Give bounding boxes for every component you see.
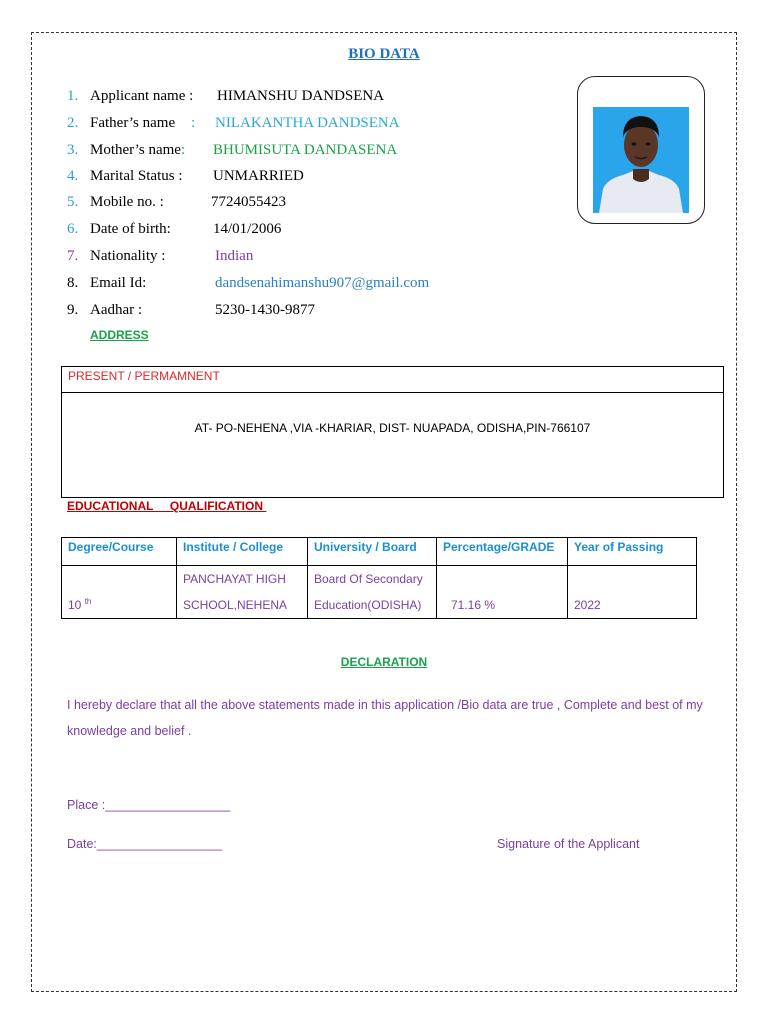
field-label: Aadhar : [90, 302, 143, 318]
date-line: Date:__________________ [67, 837, 223, 851]
field-aadhar [67, 300, 315, 320]
field-label: Nationality : [90, 248, 166, 264]
field-label: Applicant name : [90, 88, 194, 104]
education-heading: EDUCATIONAL QUALIFICATION [67, 499, 267, 513]
field-nationality [67, 246, 254, 266]
field-separator: : [180, 142, 186, 158]
field-label: Mother’s name [90, 142, 181, 158]
field-father-name [67, 113, 400, 133]
field-number: 4. [67, 168, 79, 184]
field-date-of-birth [67, 219, 282, 239]
field-number: 8. [67, 275, 79, 291]
degree-superscript: th [84, 597, 92, 606]
field-value: BHUMISUTA DANDASENA [213, 142, 398, 158]
field-marital-status [67, 166, 304, 186]
field-number: 6. [67, 221, 79, 237]
column-header: Percentage/GRADE [437, 538, 568, 566]
field-number: 1. [67, 88, 79, 104]
table-row [62, 566, 697, 619]
applicant-photo [593, 107, 689, 213]
degree-value: 10 [68, 598, 82, 612]
field-mother-name [67, 140, 398, 160]
field-applicant-name [67, 86, 385, 106]
address-box-header: PRESENT / PERMAMNENT [62, 367, 723, 393]
field-label: Father’s name [90, 115, 176, 131]
field-mobile [67, 192, 286, 212]
table-header-row [62, 538, 697, 566]
field-number: 5. [67, 194, 79, 210]
cell-percentage: 71.16 % [437, 566, 568, 619]
page-title: BIO DATA [348, 46, 420, 62]
field-value: HIMANSHU DANDSENA [217, 88, 385, 104]
field-number: 9. [67, 302, 79, 318]
field-label: Email Id: [90, 275, 147, 291]
field-value: UNMARRIED [213, 168, 304, 184]
address-box [61, 366, 724, 498]
person-silhouette-icon [593, 107, 689, 213]
field-number: 3. [67, 142, 79, 158]
column-header: Institute / College [177, 538, 308, 566]
education-table [61, 537, 697, 619]
field-email [67, 273, 430, 293]
declaration-text: I hereby declare that all the above statements made in this application /Bio data are true , Complete and best of my knowledge and belief . [67, 698, 703, 738]
address-heading: ADDRESS [90, 328, 149, 342]
place-line: Place :__________________ [67, 798, 231, 812]
field-number: 2. [67, 115, 79, 131]
cell-degree [62, 566, 177, 619]
email-link[interactable]: dandsenahimanshu907@gmail.com [215, 275, 430, 291]
declaration-heading: DECLARATION [340, 655, 428, 669]
field-value: 7724055423 [211, 194, 286, 210]
cell-institute: PANCHAYAT HIGH SCHOOL,NEHENA [177, 566, 308, 619]
column-header: Year of Passing [568, 538, 697, 566]
address-text: AT- PO-NEHENA ,VIA -KHARIAR, DIST- NUAPADA, ODISHA,PIN-766107 [194, 421, 591, 435]
field-value: 14/01/2006 [213, 221, 282, 237]
cell-year: 2022 [568, 566, 697, 619]
cell-board: Board Of Secondary Education(ODISHA) [308, 566, 437, 619]
field-separator: : [191, 115, 196, 131]
field-value: Indian [215, 248, 254, 264]
field-label: Mobile no. : [90, 194, 164, 210]
column-header: University / Board [308, 538, 437, 566]
field-value: 5230-1430-9877 [215, 302, 315, 318]
signature-label: Signature of the Applicant [497, 837, 640, 851]
field-label: Marital Status : [90, 168, 183, 184]
field-value: NILAKANTHA DANDSENA [215, 115, 400, 131]
field-label: Date of birth: [90, 221, 171, 237]
field-number: 7. [67, 248, 79, 264]
column-header: Degree/Course [62, 538, 177, 566]
